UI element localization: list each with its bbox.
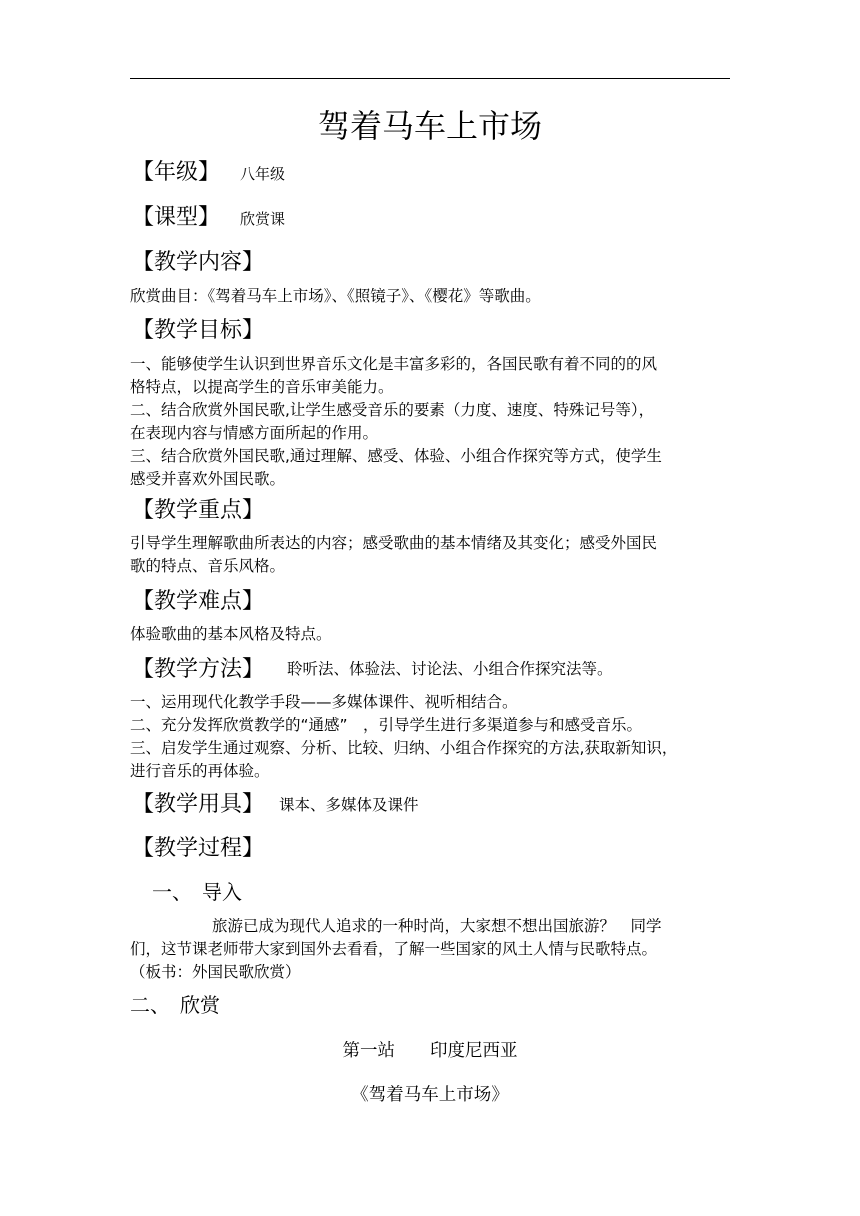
methods-value: 聆听法、体验法、讨论法、小组合作探究法等。 — [287, 660, 613, 678]
intro-heading: 一、 导入 — [152, 880, 242, 904]
goals-line: 在表现内容与情感方面所起的作用。 — [130, 424, 379, 442]
methods-line: 一、运用现代化教学手段——多媒体课件、视听相结合。 — [130, 693, 518, 711]
song-title: 《驾着马车上市场》 — [351, 1085, 509, 1105]
station-title: 第一站 印度尼西亚 — [342, 1041, 518, 1061]
key-points-label: 【教学重点】 — [132, 498, 265, 523]
grade-value: 八年级 — [240, 165, 286, 183]
header-rule — [130, 78, 730, 79]
grade-label: 【年级】 — [132, 160, 221, 185]
key-points-text — [130, 532, 732, 578]
intro-line: 旅游已成为现代人追求的一种时尚，大家想不想出国旅游？ 同学 — [212, 917, 662, 935]
difficulties-text: 体验歌曲的基本风格及特点。 — [130, 625, 332, 643]
methods-text — [130, 691, 732, 783]
goals-text — [130, 353, 732, 491]
goals-line: 感受并喜欢外国民歌。 — [130, 470, 286, 488]
methods-line: 二、充分发挥欣赏教学的“通感” ，引导学生进行多渠道参与和感受音乐。 — [130, 716, 643, 734]
tools-value: 课本、多媒体及课件 — [279, 796, 419, 814]
tools-label: 【教学用具】 — [132, 792, 265, 817]
intro-line: （板书：外国民歌欣赏） — [130, 963, 301, 981]
content-label: 【教学内容】 — [132, 250, 265, 275]
lesson-type-value: 欣赏课 — [240, 210, 286, 228]
appreciate-heading: 二、 欣赏 — [130, 993, 220, 1017]
key-points-line: 歌的特点、音乐风格。 — [130, 557, 286, 575]
goals-label: 【教学目标】 — [132, 318, 265, 343]
goals-line: 二、结合欣赏外国民歌,让学生感受音乐的要素（力度、速度、特殊记号等）， — [130, 401, 655, 419]
methods-label: 【教学方法】 — [132, 657, 265, 682]
content-text: 欣赏曲目：《驾着马车上市场》、《照镜子》、《樱花》等歌曲。 — [130, 287, 541, 305]
goals-line: 格特点，以提高学生的音乐审美能力。 — [130, 378, 394, 396]
lesson-type-label: 【课型】 — [132, 205, 221, 230]
goals-line: 一、能够使学生认识到世界音乐文化是丰富多彩的，各国民歌有着不同的的风 — [130, 355, 658, 373]
methods-line: 进行音乐的再体验。 — [130, 762, 270, 780]
difficulties-label: 【教学难点】 — [132, 589, 265, 614]
methods-line: 三、启发学生通过观察、分析、比较、归纳、小组合作探究的方法,获取新知识， — [130, 739, 678, 757]
page-title: 驾着马车上市场 — [317, 107, 542, 145]
goals-line: 三、结合欣赏外国民歌,通过理解、感受、体验、小组合作探究等方式，使学生 — [130, 447, 662, 465]
key-points-line: 引导学生理解歌曲所表达的内容；感受歌曲的基本情绪及其变化；感受外国民 — [130, 534, 658, 552]
process-label: 【教学过程】 — [132, 836, 265, 861]
intro-text — [130, 915, 732, 984]
intro-line: 们，这节课老师带大家到国外去看看，了解一些国家的风土人情与民歌特点。 — [130, 940, 658, 958]
